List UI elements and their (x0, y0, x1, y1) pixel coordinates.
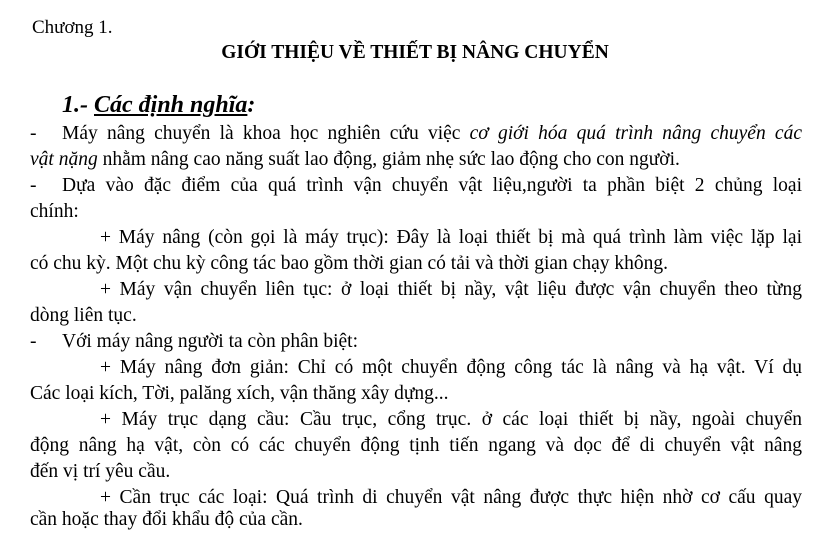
paragraph-7-line-2: động nâng hạ vật, còn có các chuyển động tịnh tiến ngang và dọc để di chuyển vật nâng (30, 435, 802, 456)
section-heading-text: Các định nghĩa (94, 92, 248, 118)
paragraph-text: Máy nâng chuyển là khoa học nghiên cứu việc (62, 123, 470, 144)
paragraph-text: nhằm nâng cao năng suất lao động, giảm nhẹ sức lao động cho con người. (97, 149, 680, 170)
paragraph-8-line-2: cần hoặc thay đổi khẩu độ của cần. (30, 509, 303, 530)
paragraph-text: Với máy nâng người ta còn phân biệt: (62, 331, 359, 352)
paragraph-6-line-1: + Máy nâng đơn giản: Chỉ có một chuyển động công tác là nâng và hạ vật. Ví dụ (100, 357, 802, 378)
bullet-dash: - (30, 331, 37, 352)
paragraph-8-line-1: + Cần trục các loại: Quá trình di chuyển vật nâng được thực hiện nhờ cơ cấu quay (100, 487, 802, 508)
bullet-dash: - (30, 175, 37, 196)
paragraph-text: Dựa vào đặc điểm của quá trình vận chuyển vật liệu,người ta phần biệt 2 chủng loại (62, 175, 802, 196)
paragraph-5-line-1 (30, 329, 802, 355)
paragraph-4-line-2: dòng liên tục. (30, 305, 137, 326)
chapter-title: GIỚI THIỆU VỀ THIẾT BỊ NÂNG CHUYỂN (221, 42, 609, 63)
paragraph-2-line-2: chính: (30, 201, 79, 222)
paragraph-1-line-1 (30, 121, 802, 147)
paragraph-3-line-2: có chu kỳ. Một chu kỳ công tác bao gồm thời gian có tải và thời gian chạy không. (30, 253, 668, 274)
section-number: 1.- (62, 92, 88, 118)
paragraph-4-line-1: + Máy vận chuyển liên tục: ở loại thiết bị nầy, vật liệu được vận chuyển theo từng (100, 279, 802, 300)
italic-text: cơ giới hóa quá trình nâng chuyển các (469, 123, 802, 144)
paragraph-7-line-1: + Máy trục dạng cầu: Cầu trục, cổng trục. ở các loại thiết bị nầy, ngoài chuyển (100, 409, 802, 430)
paragraph-6-line-2: Các loại kích, Tời, palăng xích, vận thăng xây dựng... (30, 383, 449, 404)
chapter-label: Chương 1. (32, 17, 113, 38)
paragraph-1-line-2 (30, 147, 802, 173)
section-heading (62, 92, 830, 118)
paragraph-2-line-1 (30, 173, 802, 199)
italic-text: vật nặng (30, 149, 98, 170)
paragraph-3-line-1: + Máy nâng (còn gọi là máy trục): Đây là loại thiết bị mà quá trình làm việc lặp lại (100, 227, 802, 248)
paragraph-7-line-3: đến vị trí yêu cầu. (30, 461, 171, 482)
bullet-dash: - (30, 123, 37, 144)
section-heading-colon: : (247, 92, 256, 118)
